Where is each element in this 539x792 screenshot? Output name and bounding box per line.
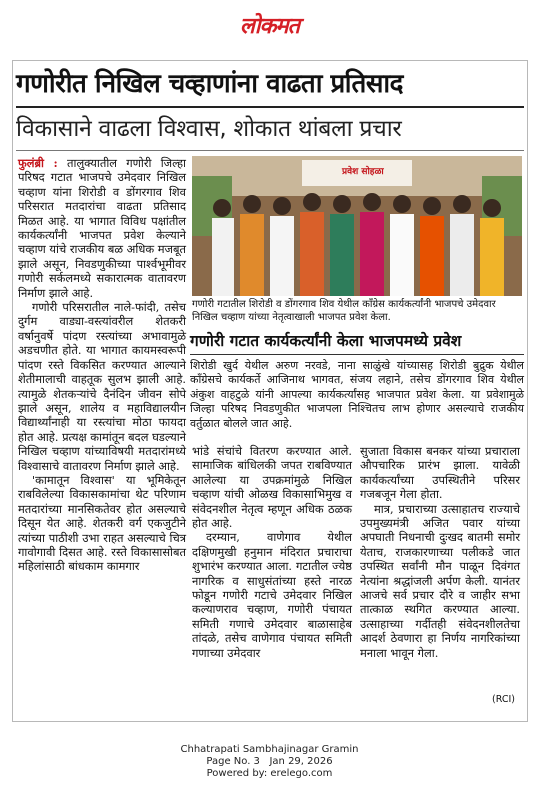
paragraph: सुजाता विकास बनकर यांच्या प्रचाराला औपचारिक प्रारंभ झाला. यावेळी कार्यकर्त्यांच्या उपस्थितीने परिसर गजबजून गेला होता.	[360, 444, 520, 502]
paragraph: भांडे संचांचे वितरण करण्यात आले. सामाजिक बांधिलकी जपत राबविण्यात आलेल्या या उपक्रमांमुळे निखिल चव्हाण यांची ओळख विकासाभिमुख व संवेदनशील नेतृत्व म्हणून अधिक ठळक होत आहे.	[192, 444, 352, 531]
photo-caption: गणोरी गटातील शिरोडी व डोंगरगाव शिव येथील काँग्रेस कार्यकर्त्यांनी भाजपचे उमेदवार निखिल चव्हाण यांच्या नेतृत्वाखाली भाजपत प्रवेश केला.	[192, 299, 496, 323]
masthead	[0, 0, 539, 44]
paragraph	[18, 156, 186, 300]
article-headline: गणोरीत निखिल चव्हाणांना वाढता प्रतिसाद	[16, 69, 403, 99]
issue-date: Jan 29, 2026	[269, 756, 333, 767]
paragraph: मात्र, प्रचाराच्या उत्साहातच राज्याचे उपमुख्यमंत्री अजित पवार यांच्या अपघाती निधनाची दुःखद बातमी समोर येताच, राजकारणाच्या पलीकडे जात उपस्थित सर्वांनी मौन पाळून दिवंगत नेत्यांना श्रद्धांजली अर्पण केली. यानंतर आजचे सर्व प्रचार दौरे व जाहीर सभा तात्काळ स्थगित करण्यात आल्या. उत्साहाच्या गर्दीतही संवेदनशीलतेचा आदर्श ठेवणारा हा निर्णय नागरिकांच्या मनाला भावून गेला.	[360, 501, 520, 660]
edition-name: Chhatrapati Sambhajinagar Gramin	[180, 744, 359, 755]
photo-banner: प्रवेश सोहळा	[342, 167, 384, 177]
box-heading: गणोरी गटात कार्यकर्त्यांनी केला भाजपमध्ये प्रवेश	[190, 330, 524, 355]
subheadline-rule	[16, 150, 524, 151]
article-column-2	[192, 444, 352, 660]
group-photo-image	[192, 156, 522, 296]
article-subheadline: विकासाने वाढला विश्वास, शोकात थांबला प्रचार	[16, 116, 402, 142]
page-number: Page No. 3	[206, 756, 260, 767]
news-credit: (RCI)	[492, 694, 515, 705]
paragraph: दरम्यान, वाणेगाव येथील दक्षिणमुखी हनुमान मंदिरात प्रचाराचा शुभारंभ करण्यात आला. गटातील ज्येष्ठ नागरिक व साधुसंतांच्या हस्ते नारळ फोडून गणोरी गटाचे उमेदवार निखिल कल्याणराव चव्हाण, गणोरी पंचायत समिती गणाचे उमेदवार बाळासाहेब तांदळे, तसेच वाणेगाव पंचायत समिती गणाच्या उमेदवार	[192, 530, 352, 660]
lokmat-logo: लोकमत	[239, 14, 300, 39]
paragraph: 'कामातून विश्वास' या भूमिकेतून राबविलेल्या विकासकामांचा थेट परिणाम मतदारांच्या मानसिकतेवर होत असल्याचे दिसून येत आहे. शेतकरी वर्ग एकजुटीने त्यांच्या पाठीशी उभा राहत असल्याचे चित्र गावोगावी दिसत आहे. रस्ते विकासासोबत महिलांसाठी बांधकाम कामगार	[18, 472, 186, 574]
powered-by-link[interactable]: Powered by: erelego.com	[206, 768, 333, 779]
article-column-1	[18, 156, 186, 574]
dateline: फुलंब्री :	[18, 156, 58, 170]
box-body: शिरोडी खुर्द येथील अरुण नरवडे, नाना साळुंखे यांच्यासह शिरोडी बुद्रुक येथील काँग्रेसचे कार्यकर्ते आजिनाथ भागवत, संजय लहाने, तसेच डोंगरगाव शिव येथील अंकुश वाहटुळे यांनी आपल्या कार्यकर्त्यांसह भाजपात प्रवेश केला. या प्रवेशामुळे जिल्हा परिषद निवडणुकीत भाजपला निश्चितच लाभ होणार असल्याचे राजकीय वर्तुळात बोलले जात आहे.	[190, 359, 524, 430]
page-footer	[0, 744, 539, 780]
article-column-3	[360, 444, 520, 660]
paragraph: गणोरी परिसरातील नाले-फांदी, तसेच दुर्गम वाड्या-वस्त्यांवरील शेतकरी वर्षानुवर्षे पांदण रस्त्यांच्या अभावामुळे अडचणीत होते. या भागात कायमस्वरूपी पांदण रस्ते विकसित करण्यात आल्याने शेतीमालाची वाहतूक सुलभ झाली आहे. त्यामुळे शेतकऱ्यांचे दैनंदिन जीवन सोपे झाले असून, शालेय व महाविद्यालयीन विद्यार्थ्यांनाही या रस्त्यांचा मोठा फायदा होत आहे. प्रत्यक्ष कामांतून बदल घडल्याने निखिल चव्हाण यांच्याविषयी मतदारांमध्ये विश्वासाचे वातावरण निर्माण झाले आहे.	[18, 300, 186, 473]
paragraph-text: तालुक्यातील गणोरी जिल्हा परिषद गटात भाजपचे उमेदवार निखिल चव्हाण यांना शिरोडी व डोंगरगाव शिव परिसरात मतदारांचा वाढता प्रतिसाद मिळत आहे. या भागात विविध पक्षांतील कार्यकर्त्यांनी भाजपत प्रवेश केल्याने चव्हाण यांचे राजकीय बळ अधिक मजबूत झाले असून, निवडणुकीच्या पार्श्वभूमीवर गणोरी सर्कलमध्ये सकारात्मक वातावरण निर्माण झाले आहे.	[18, 156, 186, 300]
headline-rule	[16, 106, 524, 108]
news-photo	[192, 156, 522, 296]
sidebar-box	[190, 330, 524, 438]
page-info	[0, 756, 539, 768]
